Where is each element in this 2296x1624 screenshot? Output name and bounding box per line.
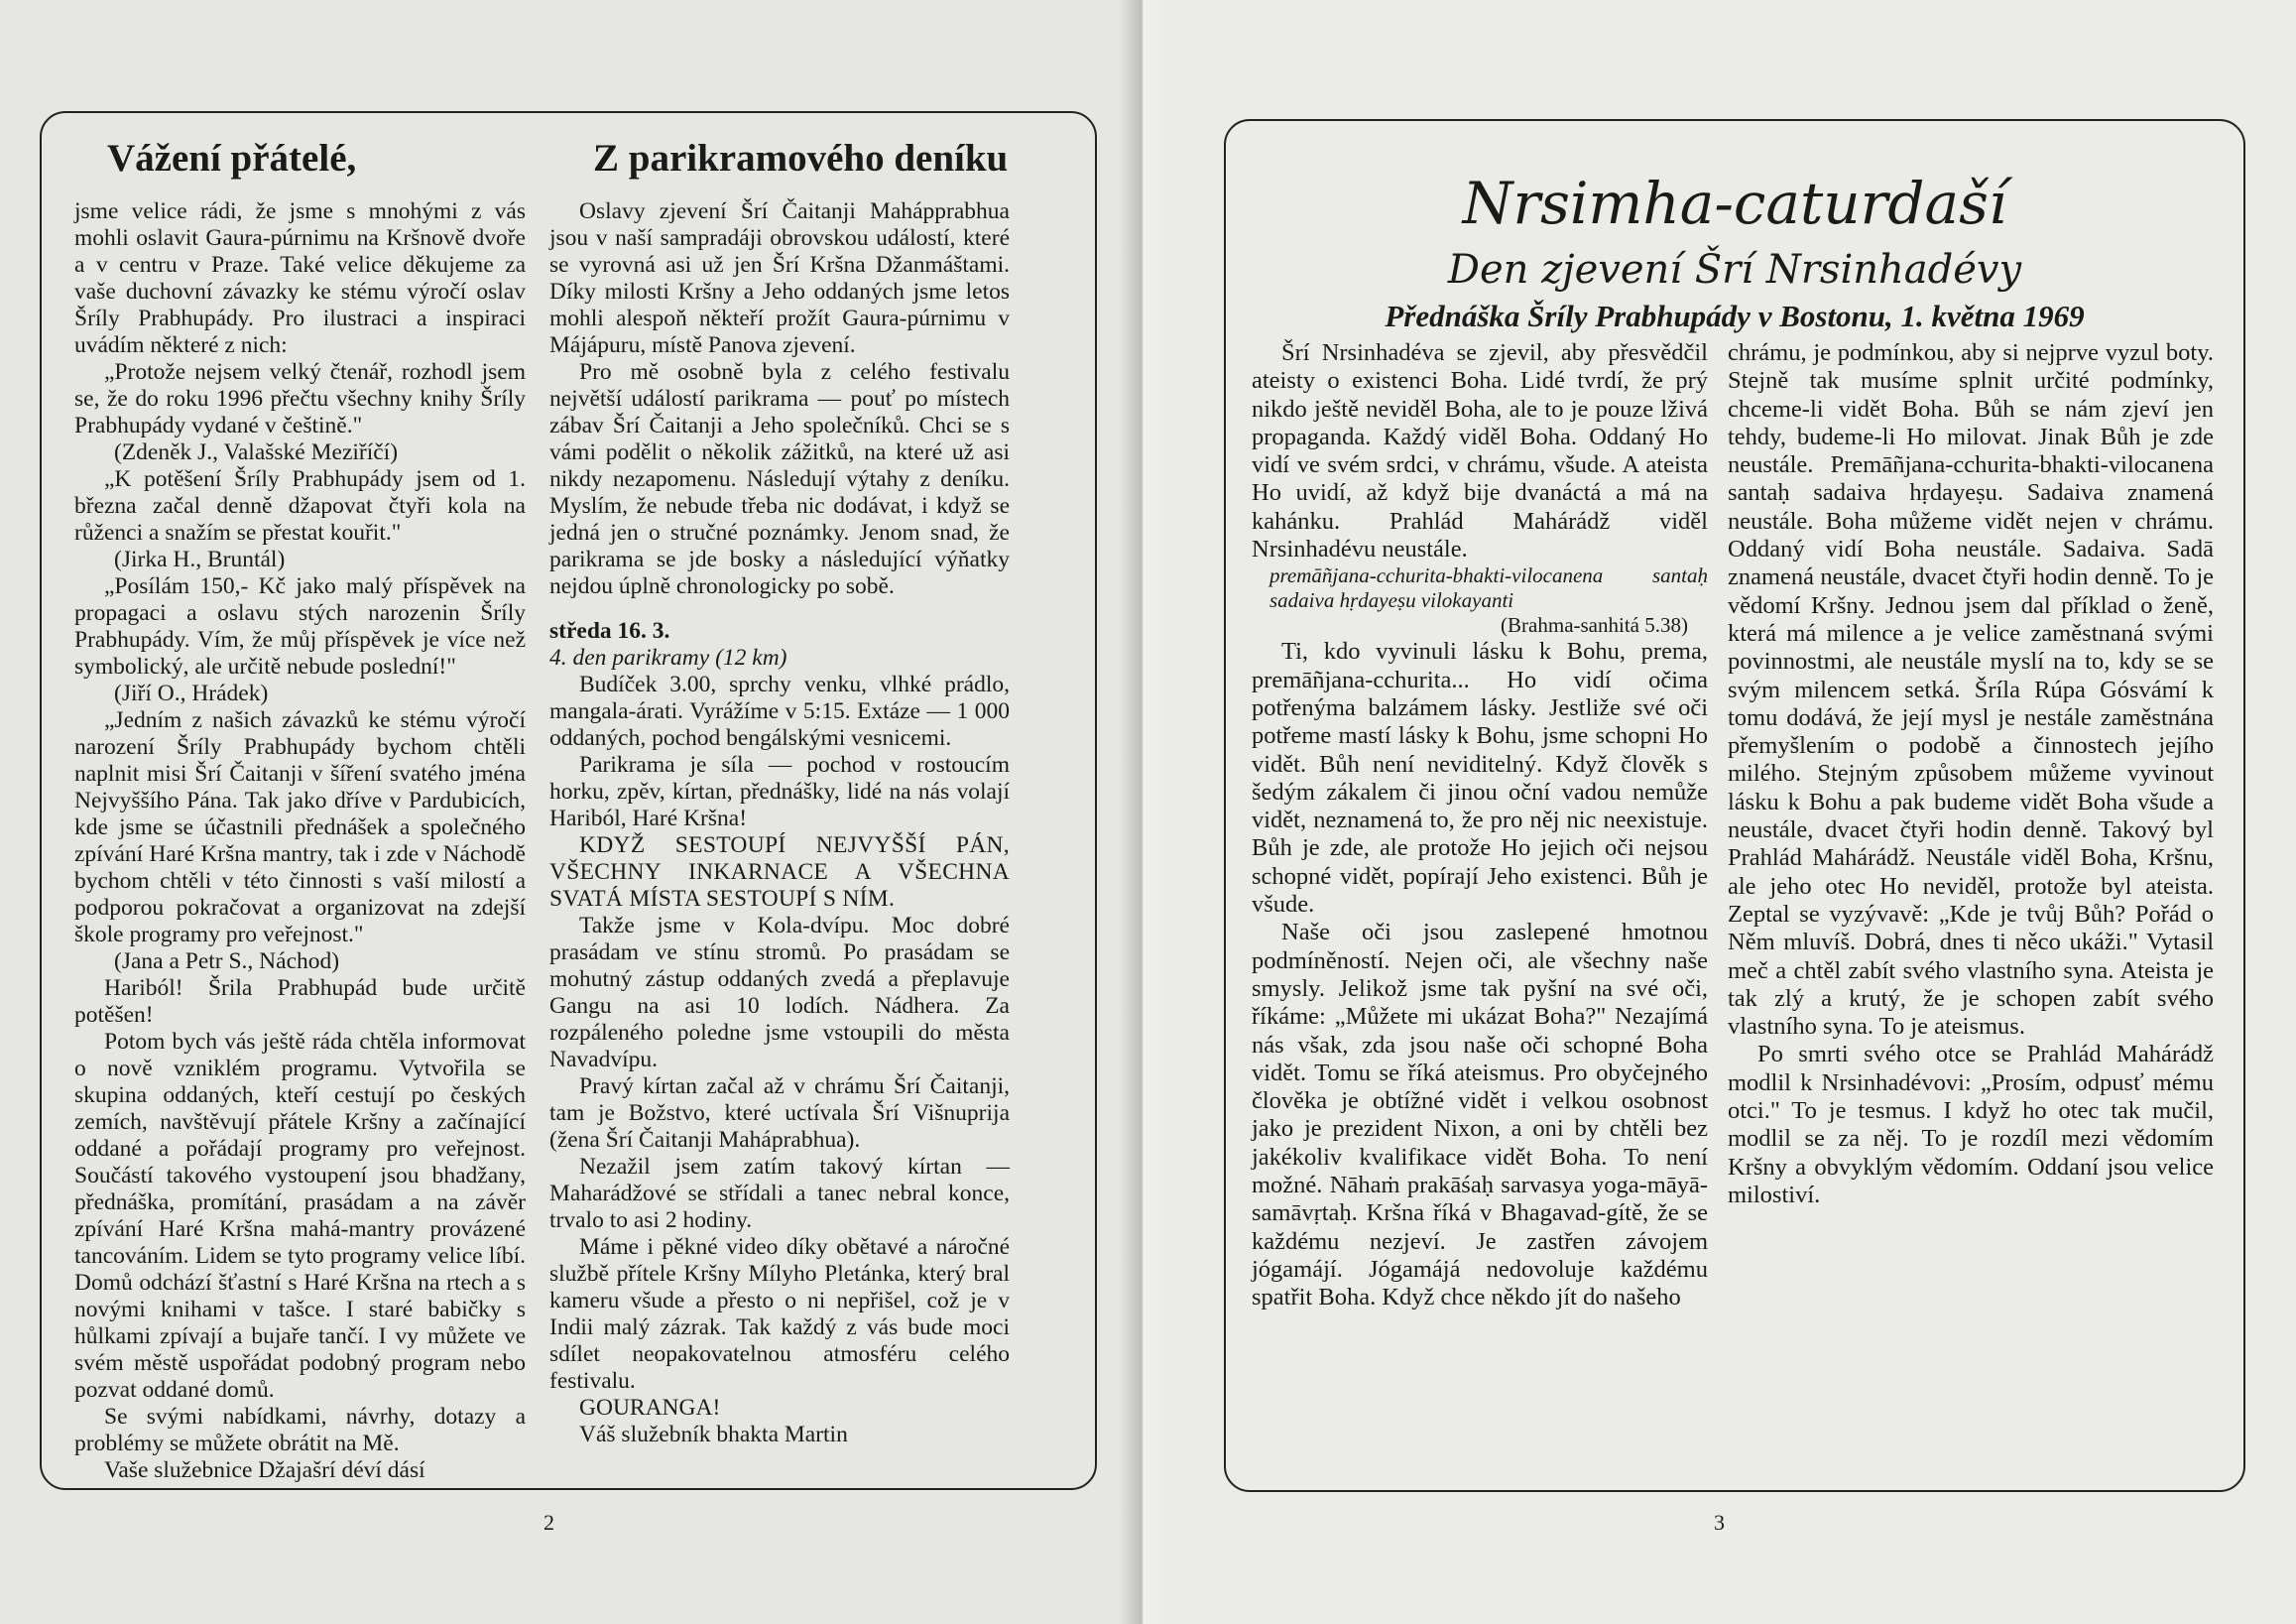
article-paragraph: Šrí Nrsinhadéva se zjevil, aby přesvědčil ateisty o existenci Boha. Lidé tvrdí, že prý nikdo ještě neviděl Boha, ale to je pouze lživá propaganda. Každý viděl Boha. Oddaný Ho vidí ve svém srdci, v chrámu, všude. A ateista Ho uvidí, až když bije dvanáctá a má na kahánku. Prahlád Mahárádž viděl Nrsinhadévu neustále. xyxy=(1252,339,1708,563)
diary-entry: Pravý kírtan začal až v chrámu Šrí Čaitanji, tam je Božstvo, které uctívala Šrí Višnuprija (žena Šrí Čaitanji Maháprabhua). xyxy=(549,1073,1010,1153)
diary-entry: Parikrama je síla — pochod v rostoucím horku, zpěv, kírtan, přednášky, lidé na nás volají Hariból, Haré Kršna! xyxy=(549,752,1010,831)
diary-signature: Váš služebník bhakta Martin xyxy=(579,1422,848,1447)
letter-paragraph: Se svými nabídkami, návrhy, dotazy a problémy se můžete obrátit na Mě. xyxy=(74,1404,526,1456)
letter-quote-author: (Jiří O., Hrádek) xyxy=(114,681,269,706)
letter-paragraph: Potom bych vás ještě ráda chtěla informovat o nově vzniklém programu. Vytvořila se skupina oddaných, kteří cestují po českých zemích, navštěvují přátele Kršny a začínající oddané a pořádají programy pro veřejnost. Součástí takového vystoupení jsou bhadžany, přednáška, promítání, prasádam a na závěr zpívání Haré Kršna mahá-mantry provázené tancováním. Lidem se tyto programy velice líbí. Domů odchází šťastní s Haré Kršna na rtech a s novými knihami v tašce. I staré babičky s hůlkami zpívají a bujaře tančí. I vy můžete ve svém městě uspořádat podobný program nebo pozvat oddané domů. xyxy=(74,1029,526,1403)
article-title: Nrsimha-caturdaší xyxy=(1462,170,2007,237)
page-number-right: 3 xyxy=(1714,1510,1725,1535)
letter-quote-author: (Jana a Petr S., Náchod) xyxy=(114,948,340,974)
letter-heading: Vážení přátelé, xyxy=(107,137,357,180)
sanskrit-verse: premāñjana-cchurita-bhakti-vilocanena santaḥ sadaiva hṛdayeṣu vilokayanti xyxy=(1269,563,1708,613)
book-gutter xyxy=(1119,0,1166,1624)
diary-heading: Z parikramového deníku xyxy=(593,137,1009,180)
letter-column xyxy=(74,198,526,1484)
letter-quote: „Protože nejsem velký čtenář, rozhodl jsem se, že do roku 1996 přečtu všechny knihy Šríly Prabhupády vydané v češtině." xyxy=(74,359,526,438)
lecture-info: Přednáška Šríly Prabhupády v Bostonu, 1. května 1969 xyxy=(1385,299,2085,333)
article-column-2 xyxy=(1728,339,2214,1209)
letter-quote: „Posílám 150,- Kč jako malý příspěvek na propagaci a oslavu stých narozenin Šríly Prabhupády. Vím, že můj příspěvek je více než symbolický, ale určitě nebude poslední!" xyxy=(74,573,526,680)
letter-intro: jsme velice rádi, že jsme s mnohými z vás mohli oslavit Gaura-púrnimu na Kršnově dvoře a v centru v Praze. Také velice děkujeme za vaše duchovní závazky ke stému výročí oslav Šríly Prabhupády. Pro ilustraci a inspiraci uvádím některé z nich: xyxy=(74,198,526,358)
diary-intro: Oslavy zjevení Šrí Čaitanji Mahápprabhua jsou v naší sampradáji obrovskou událostí, které se vyrovná asi už jen Šrí Kršna Džanmáštami. Díky milosti Kršny a Jeho oddaných jsme letos mohli alespoň někteří prožít Gaura-púrnimu v Májápuru, místě Panova zjevení. xyxy=(549,198,1010,358)
letter-paragraph: Hariból! Šrila Prabhupád bude určitě potěšen! xyxy=(74,975,526,1028)
letter-signature: Vaše služebnice Džajašrí déví dásí xyxy=(104,1457,425,1483)
letter-quote-author: (Jirka H., Bruntál) xyxy=(114,547,286,572)
letter-quote: „K potěšení Šríly Prabhupády jsem od 1. března začal denně džapovat čtyři kola na růženci a snažím se přestat kouřit." xyxy=(74,466,526,546)
article-column-1 xyxy=(1252,339,1708,1312)
verse-source: (Brahma-sanhitá 5.38) xyxy=(1501,613,1688,638)
diary-entry: Budíček 3.00, sprchy venku, vlhké prádlo, mangala-árati. Vyrážíme v 5:15. Extáze — 1 000 oddaných, pochod bengálskými vesnicemi. xyxy=(549,672,1010,751)
diary-entry: KDYŽ SESTOUPÍ NEJVYŠŠÍ PÁN, VŠECHNY INKARNACE A VŠECHNA SVATÁ MÍSTA SESTOUPÍ S NÍM. xyxy=(549,832,1010,912)
letter-quote-author: (Zdeněk J., Valašské Meziříčí) xyxy=(114,439,399,465)
diary-entry: Nezažil jsem zatím takový kírtan — Maharádžové se střídali a tanec nebral konce, trvalo to asi 2 hodiny. xyxy=(549,1154,1010,1233)
page-number-left: 2 xyxy=(544,1510,554,1535)
diary-date: středa 16. 3. xyxy=(549,618,670,644)
diary-entry: Máme i pěkné video díky obětavé a náročné službě přítele Kršny Mílyho Pletánka, který bral kameru všude a přesto o ni nepřišel, což je v Indii malý zázrak. Tak každý z vás bude moci sdílet neopakovatelnou atmosféru celého festivalu. xyxy=(549,1234,1010,1394)
article-paragraph: chrámu, je podmínkou, aby si nejprve vyzul boty. Stejně tak musíme splnit určité podmínky, chceme-li vidět Boha. Bůh se nám zjeví jen tehdy, budeme-li Ho milovat. Jinak Bůh je zde neustále. Premāñjana-cchurita-bhakti-vilocanena santaḥ sadaiva hṛdayeṣu. Sadaiva znamená neustále. Boha můžeme vidět nejen v chrámu. Oddaný vidí Boha neustále. Sadaiva. Sadā znamená neustále, dvacet čtyři hodin denně. To je vědomí Kršny. Jednou jsem dal příklad o ženě, která má milence a je velice zaměstnaná svými povinnostmi, ale neustále myslí na to, kdy se se svým milencem setká. Šríla Rúpa Gósvámí k tomu dodává, že její mysl je nestále zaměstnána přemyšlením o podobě a činnostech jejího milého. Stejným způsobem můžeme vyvinout lásku k Bohu a pak budeme vidět Boha všude a neustále, dvacet čtyři hodin denně. Takový byl Prahlád Mahárádž. Neustále viděl Boha, Kršnu, ale jeho otec Ho neviděl, protože byl ateista. Zeptal se vyzývavě: „Kde je tvůj Bůh? Pořád o Něm mluvíš. Dobrá, dnes ti něco ukáži." Vytasil meč a chtěl zabít svého vlastního syna. Ateista je tak zlý a krutý, že je schopen zabít svého vlastního syna. To je ateismus. xyxy=(1728,339,2214,1041)
diary-intro: Pro mě osobně byla z celého festivalu největší událostí parikrama — pouť po místech zábav Šrí Čaitanji a Jeho společníků. Chci se s vámi podělit o několik zážitků, na které už asi nikdy nezapomenu. Následují výtahy z deníku. Myslím, že nebude třeba nic dodávat, i když se jedná jen o stručné poznámky. Jenom snad, že parikrama se jde bosky a následující výňatky nejdou úplně chronologicky po sobě. xyxy=(549,359,1010,599)
article-paragraph: Ti, kdo vyvinuli lásku k Bohu, prema, premāñjana-cchurita... Ho vidí očima potřenýma balzámem lásky. Jestliže své oči potřeme mastí lásky k Bohu, jsme schopni Ho vidět. Bůh není neviditelný. Když člověk s šedým zákalem či jinou oční vadou nemůže vidět, neznamená to, že pro něj nic neexistuje. Bůh je zde, ale protože Ho jejich oči nejsou schopné vidět, popírají Jeho existenci. Bůh je všude. xyxy=(1252,638,1708,919)
diary-entry: GOURANGA! xyxy=(579,1395,721,1421)
diary-column xyxy=(549,198,1010,1448)
article-paragraph: Po smrti svého otce se Prahlád Mahárádž modlil k Nrsinhadévovi: „Prosím, odpusť mému otci." To je tesmus. I když ho otec tak mučil, modlil se za něj. To je rozdíl mezi vědomím Kršny a obvyklým vědomím. Oddaní jsou velice milostiví. xyxy=(1728,1041,2214,1208)
diary-entry: Takže jsme v Kola-dvípu. Moc dobré prasádam ve stínu stromů. Po prasádam se mohutný zástup oddaných zvedá a přeplavuje Gangu na asi 10 lodích. Nádhera. Za rozpáleného poledne jsme vstoupili do města Navadvípu. xyxy=(549,913,1010,1072)
letter-quote: „Jedním z našich závazků ke stému výročí narození Šríly Prabhupády bychom chtěli naplnit misi Šrí Čaitanji v šíření svatého jména Nejvyššího Pána. Tak jako dříve v Pardubicích, kde jsme se účastnili přednášek a společného zpívání Haré Kršna mantry, tak i zde v Náchodě bychom chtěli v této činnosti s vaší milostí a podporou pokračovat a organizovat na zdejší škole programy pro veřejnost." xyxy=(74,707,526,947)
article-subtitle: Den zjevení Šrí Nrsinhadévy xyxy=(1447,247,2022,293)
article-paragraph: Naše oči jsou zaslepené hmotnou podmíněností. Nejen oči, ale všechny naše smysly. Jelikož jsme tak pyšní na své oči, říkáme: „Můžete mi ukázat Boha?" Nezajímá nás však, zda jsou naše oči schopné Boha vidět. Tomu se říká ateismus. Pro obyčejného člověka je obtížné vidět i velkou osobnost jako je prezident Nixon, a oni by chtěli bez jakékoliv kvalifikace vidět Boha. To není možné. Nāhaṁ prakāśaḥ sarvasya yoga-māyā-samāvṛtaḥ. Kršna říká v Bhagavad-gítě, že se každému nezjeví. Je zastřen závojem jógamájí. Jógamájá nedovoluje každému spatřit Boha. Když chce někdo jít do našeho xyxy=(1252,919,1708,1312)
diary-day-info: 4. den parikramy (12 km) xyxy=(549,645,787,671)
